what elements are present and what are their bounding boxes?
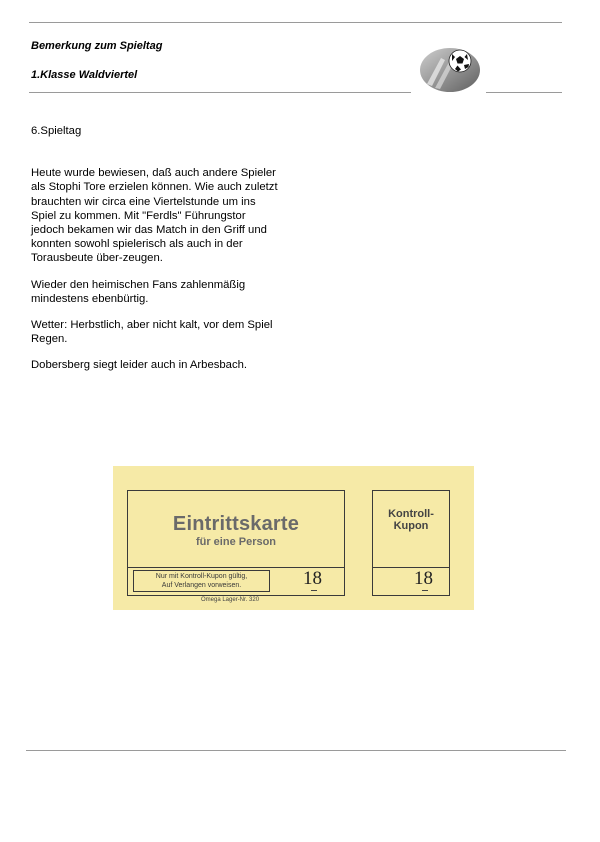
paragraph-fans: Wieder den heimischen Fans zahlenmäßig mindestens ebenbürtig. xyxy=(31,278,246,305)
entry-ticket xyxy=(113,466,474,610)
top-rule xyxy=(29,22,562,23)
footer-rule xyxy=(26,750,566,751)
coupon-number-mark xyxy=(422,590,428,591)
ticket-main-box xyxy=(127,490,345,596)
coupon-title-line2: Kupon xyxy=(393,520,429,532)
coupon-title-line1: Kontroll- xyxy=(388,508,434,520)
soccer-ball-icon xyxy=(419,44,481,94)
paragraph-weather: Wetter: Herbstlich, aber nicht kalt, vor dem Spiel Regen. xyxy=(31,319,273,346)
header-rule-left xyxy=(29,92,411,93)
ticket-title: Eintrittskarte xyxy=(172,513,300,535)
matchday-label: 6.Spieltag xyxy=(31,125,82,137)
report-body xyxy=(31,124,281,385)
ticket-number-mark xyxy=(311,590,317,591)
ticket-number: 18 xyxy=(303,568,322,589)
ticket-number-wrap xyxy=(303,568,322,591)
page-title: Bemerkung zum Spieltag xyxy=(31,40,163,52)
coupon-number-wrap xyxy=(414,568,433,591)
coupon-title xyxy=(373,508,449,532)
ticket-subtitle: für eine Person xyxy=(195,536,277,548)
ticket-note-line2: Auf Verlangen vorweisen. xyxy=(161,582,242,589)
ticket-note xyxy=(133,570,270,592)
control-coupon-box xyxy=(372,490,450,596)
league-name: 1.Klasse Waldviertel xyxy=(31,69,138,81)
paragraph-rival: Dobersberg siegt leider auch in Arbesbach. xyxy=(31,359,248,372)
coupon-number: 18 xyxy=(414,568,433,589)
paragraph-game-summary: Heute wurde bewiesen, daß auch andere Spieler als Stophi Tore erzielen können. Wie auch zuletzt brauchten wir circa eine Viertelstunde um ins Spiel zu kommen. Mit "Ferdls" Führungstor jedoch bekamen wir das Match in den Griff und konnten sowohl spielerisch als auch in der Torausbeute über-zeugen. xyxy=(31,167,278,265)
order-number: Omega Lager-Nr. 320 xyxy=(201,597,260,603)
coupon-divider xyxy=(373,567,449,568)
ticket-note-line1: Nur mit Kontroll-Kupon gültig, xyxy=(155,573,248,580)
header-rule-right xyxy=(486,92,562,93)
